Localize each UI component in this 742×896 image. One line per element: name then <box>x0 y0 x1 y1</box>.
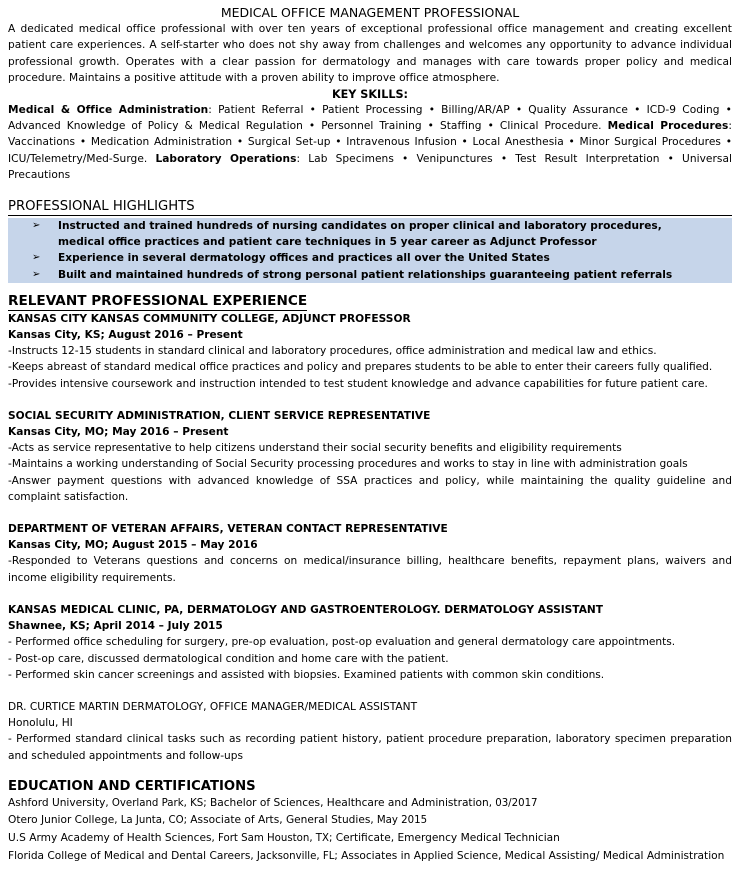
degree-date: , 03/2017 <box>488 797 538 809</box>
education-entry <box>8 830 732 848</box>
summary-paragraph: A dedicated medical office professional with over ten years of exceptional professional office management and creating excellent patient care experiences. A self-starter who does not shy away from challenges and welcomes any opportunity to advance individual professional growth. Operates with a clear passion for dermatology and manages with care towards proper policy and medical procedure. Maintains a positive attitude with a proven ability to improve office atmosphere. <box>8 23 732 85</box>
skill-group-label: Medical Procedures <box>607 120 729 133</box>
experience-list <box>8 311 732 764</box>
job-duty: -Answer payment questions with advanced knowledge of SSA practices and policy, while maintaining the quality guideline and complaint satisfaction. <box>8 474 732 503</box>
degree: Bachelor of Sciences, Healthcare and Administration <box>209 796 489 809</box>
job-duty: - Performed office scheduling for surgery, pre-op evaluation, post-op evaluation and general dermatology care appointments. <box>8 636 676 649</box>
job-title: DEPARTMENT OF VETERAN AFFAIRS, VETERAN CONTACT REPRESENTATIVE <box>8 523 448 536</box>
arrow-bullet-icon: ➢ <box>32 252 41 264</box>
skill-group-sep: : <box>728 120 732 133</box>
school-name: Florida College of Medical and Dental Careers <box>8 849 251 862</box>
job-entry <box>8 521 732 586</box>
key-skills-paragraph <box>8 102 732 184</box>
experience-heading: RELEVANT PROFESSIONAL EXPERIENCE <box>8 292 308 309</box>
degree: Certificate, Emergency Medical Technician <box>335 831 560 844</box>
job-location: Shawnee, KS; April 2014 – July 2015 <box>8 620 223 633</box>
job-duty: - Post-op care, discussed dermatological condition and home care with the patient. <box>8 652 449 665</box>
education-entry <box>8 795 732 813</box>
highlight-text: Experience in several dermatology offices and practices all over the United States <box>58 252 550 265</box>
skill-group-label: Medical & Office Administration <box>8 103 209 116</box>
job-entry <box>8 408 732 505</box>
highlight-item <box>8 267 732 283</box>
job-duty: - Performed standard clinical tasks such as recording patient history, patient procedure preparation, laboratory specimen preparation and scheduled appointments and follow-ups <box>8 733 732 762</box>
job-duty: -Maintains a working understanding of Social Security processing procedures and works to stay in line with administration goals <box>8 458 688 471</box>
school-place: , Fort Sam Houston, TX; <box>211 832 336 844</box>
arrow-bullet-icon: ➢ <box>32 219 41 231</box>
job-title: KANSAS CITY KANSAS COMMUNITY COLLEGE, ADJUNCT PROFESSOR <box>8 312 411 325</box>
skill-group-items: Vaccinations • Medication Administration • Surgical Set-up • Intravenous Infusion • Local Anesthesia • Minor Surgical Procedures • ICU/Telemetry/Med-Surge. <box>8 136 732 165</box>
key-skills-heading: KEY SKILLS: <box>332 87 408 101</box>
job-duty: -Acts as service representative to help citizens understand their social security benefits and eligibility requirements <box>8 442 622 455</box>
job-duty: - Performed skin cancer screenings and assisted with biopsies. Examined patients with common skin conditions. <box>8 668 605 681</box>
degree-date: , May 2015 <box>370 815 428 827</box>
job-entry <box>8 699 732 764</box>
job-location: Kansas City, KS; August 2016 – Present <box>8 329 243 342</box>
education-entry <box>8 848 732 866</box>
job-duty: -Instructs 12-15 students in standard clinical and laboratory procedures, office administration and medical law and ethics. <box>8 345 657 358</box>
resume-title: MEDICAL OFFICE MANAGEMENT PROFESSIONAL <box>220 5 520 20</box>
job-duty: -Responded to Veterans questions and concerns on medical/insurance billing, healthcare benefits, repayment plans, waivers and income eligibility requirements. <box>8 555 732 584</box>
school-place: , Overland Park, KS; <box>105 797 210 809</box>
job-location: Kansas City, MO; May 2016 – Present <box>8 426 229 439</box>
school-place: , Jacksonville, FL; <box>250 850 342 862</box>
highlights-heading: PROFESSIONAL HIGHLIGHTS <box>8 198 732 216</box>
degree: Associate of Arts, General Studies <box>190 814 371 827</box>
highlight-text: Instructed and trained hundreds of nursing candidates on proper clinical and laboratory procedures, medical office practices and patient care techniques in 5 year career as Adjunct Professor <box>58 219 662 248</box>
school-place: , La Junta, CO; <box>114 815 191 827</box>
highlights-box <box>8 218 732 283</box>
highlight-item <box>8 250 732 266</box>
job-title: DR. CURTICE MARTIN DERMATOLOGY, OFFICE MANAGER/MEDICAL ASSISTANT <box>8 700 418 713</box>
job-duty: -Provides intensive coursework and instruction intended to test student knowledge and advance capabilities for future patient care. <box>8 377 708 390</box>
skill-group-sep: : <box>208 103 219 116</box>
job-location: Kansas City, MO; August 2015 – May 2016 <box>8 539 258 552</box>
skill-group-items: Lab Specimens • Venipunctures • Test Result Interpretation • Universal Precautions <box>8 152 733 182</box>
skill-group-items: Patient Referral • Patient Processing • Billing/AR/AP • Quality Assurance • ICD-9 Coding • Advanced Knowledge of Policy & Medical Regulation • Personnel Training • Staffing • Clinical Procedure. <box>8 103 732 133</box>
job-title: SOCIAL SECURITY ADMINISTRATION, CLIENT SERVICE REPRESENTATIVE <box>8 409 431 422</box>
skill-group-sep: : <box>296 152 309 165</box>
degree: Associates in Applied Science, Medical Assisting/ Medical Administration <box>341 849 725 862</box>
arrow-bullet-icon: ➢ <box>32 268 41 280</box>
job-entry <box>8 602 732 683</box>
job-duty: -Keeps abreast of standard medical office practices and policy and prepares students to be able to enter their careers fully qualified. <box>8 361 713 374</box>
school-name: U.S Army Academy of Health Sciences <box>8 831 212 844</box>
highlight-text: Built and maintained hundreds of strong personal patient relationships guaranteeing patient referrals <box>58 268 673 281</box>
job-location: Honolulu, HI <box>8 717 73 730</box>
education-entry <box>8 812 732 830</box>
job-title: KANSAS MEDICAL CLINIC, PA, DERMATOLOGY AND GASTROENTEROLOGY. DERMATOLOGY ASSISTANT <box>8 603 603 616</box>
school-name: Otero Junior College <box>8 814 115 827</box>
highlight-item <box>8 218 732 251</box>
school-name: Ashford University <box>8 796 106 809</box>
education-list <box>8 795 732 865</box>
education-heading: EDUCATION AND CERTIFICATIONS <box>8 778 256 794</box>
job-entry <box>8 311 732 392</box>
skill-group-label: Laboratory Operations <box>155 152 297 165</box>
